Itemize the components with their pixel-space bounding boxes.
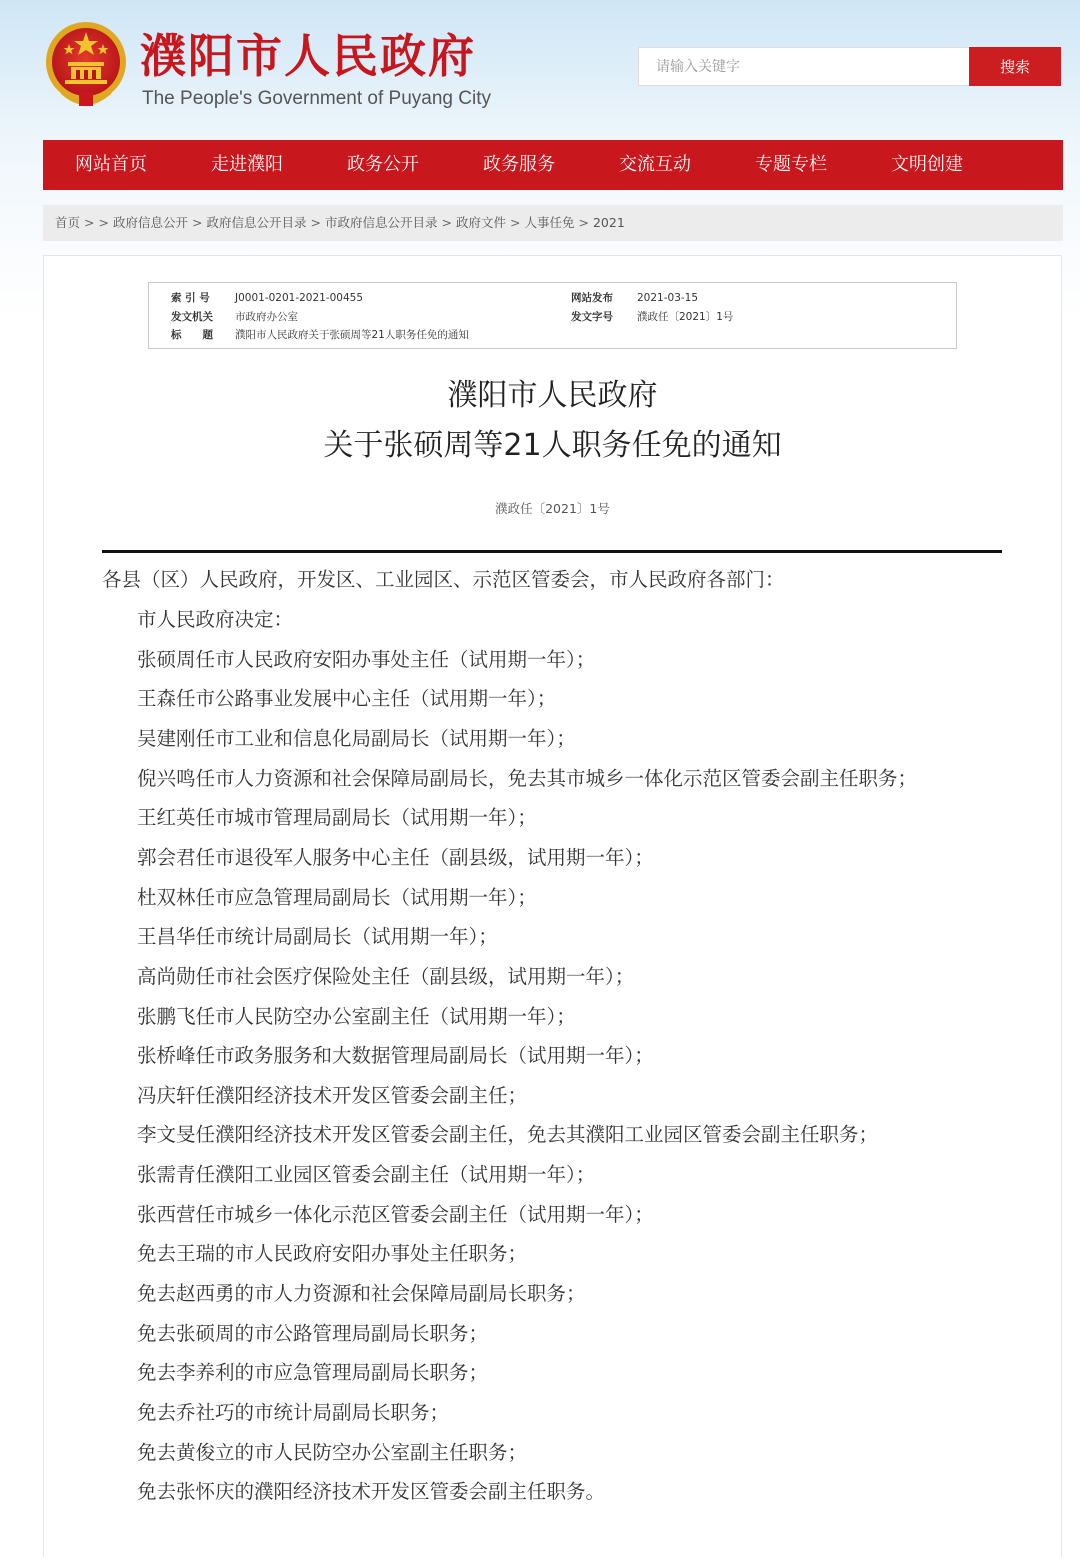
content-panel: [43, 255, 1062, 1557]
nav-item-home[interactable]: 网站首页: [75, 154, 147, 175]
breadcrumb-separator: >: [441, 215, 452, 230]
document-paragraph: 倪兴鸣任市人力资源和社会保障局副局长，免去其市城乡一体化示范区管委会副主任职务；: [137, 766, 918, 790]
document-paragraph: 张桥峰任市政务服务和大数据管理局副局长（试用期一年）；: [137, 1044, 654, 1068]
meta-title-label: 标 题: [171, 329, 213, 341]
site-subtitle: The People's Government of Puyang City: [142, 88, 491, 109]
document-paragraph: 高尚勋任市社会医疗保险处主任（副县级，试用期一年）；: [137, 964, 635, 988]
meta-index-label: 索 引 号: [171, 292, 210, 304]
breadcrumb-separator: >: [578, 215, 589, 230]
document-paragraph: 张需青任濮阳工业园区管委会副主任（试用期一年）；: [137, 1163, 596, 1187]
document-paragraph: 免去张硕周的市公路管理局副局长职务；: [137, 1321, 489, 1345]
document-paragraph: 王昌华任市统计局副局长（试用期一年）；: [137, 925, 498, 949]
breadcrumb-item[interactable]: 政府信息公开目录: [206, 215, 307, 230]
meta-title-value: 濮阳市人民政府关于张硕周等21人职务任免的通知: [235, 329, 469, 341]
meta-issuer-value: 市政府办公室: [235, 311, 298, 323]
document-number: 濮政任〔2021〕1号: [495, 501, 610, 516]
breadcrumb-item-current: 2021: [592, 215, 625, 230]
breadcrumb-separator: >: [310, 215, 321, 230]
breadcrumb-item[interactable]: 人事任免: [524, 215, 575, 230]
site-title: 濮阳市人民政府: [140, 29, 476, 83]
meta-docno-value: 濮政任〔2021〕1号: [637, 311, 734, 323]
document-salutation: 各县（区）人民政府，开发区、工业园区、示范区管委会，市人民政府各部门：: [102, 568, 785, 591]
nav-item-services[interactable]: 政务服务: [483, 154, 555, 175]
document-metadata: [148, 282, 957, 349]
document-paragraph: 王红英任市城市管理局副局长（试用期一年）；: [137, 806, 537, 830]
meta-docno-label: 发文字号: [571, 311, 613, 323]
breadcrumb-separator: >: [510, 215, 521, 230]
site-header: [0, 0, 1080, 140]
nav-item-about[interactable]: 走进濮阳: [211, 154, 283, 175]
document-paragraph: 李文旻任濮阳经济技术开发区管委会副主任，免去其濮阳工业园区管委会副主任职务；: [137, 1123, 879, 1147]
breadcrumb: [43, 205, 1063, 241]
document-paragraph: 王森任市公路事业发展中心主任（试用期一年）；: [137, 687, 557, 711]
meta-publish-label: 网站发布: [571, 292, 613, 304]
document-title-line2: 关于张硕周等21人职务任免的通知: [323, 428, 782, 463]
document-paragraph: 张西营任市城乡一体化示范区管委会副主任（试用期一年）；: [137, 1202, 654, 1226]
breadcrumb-separator: >: [192, 215, 203, 230]
document-paragraph: 免去黄俊立的市人民防空办公室副主任职务；: [137, 1440, 528, 1464]
nav-item-government-affairs[interactable]: 政务公开: [347, 154, 419, 175]
document-paragraph: 张鹏飞任市人民防空办公室副主任（试用期一年）；: [137, 1004, 576, 1028]
document-paragraph: 免去李养利的市应急管理局副局长职务；: [137, 1361, 489, 1385]
meta-index-value: J0001-0201-2021-00455: [235, 292, 364, 304]
national-emblem-icon: [43, 20, 129, 110]
breadcrumb-item[interactable]: 政府文件: [455, 215, 506, 230]
breadcrumb-item[interactable]: 政府信息公开: [112, 215, 188, 230]
document-paragraph: 市人民政府决定：: [137, 608, 294, 631]
breadcrumb-separator: >: [98, 215, 109, 230]
document-paragraph: 免去赵西勇的市人力资源和社会保障局副局长职务；: [137, 1282, 586, 1305]
document-paragraph: 免去王瑞的市人民政府安阳办事处主任职务；: [137, 1242, 528, 1266]
document-paragraph: 免去张怀庆的濮阳经济技术开发区管委会副主任职务。: [137, 1480, 606, 1504]
document-paragraph: 冯庆轩任濮阳经济技术开发区管委会副主任；: [137, 1083, 528, 1107]
nav-item-interaction[interactable]: 交流互动: [619, 154, 691, 175]
title-divider: [102, 550, 1002, 553]
search-input[interactable]: [638, 47, 970, 86]
document-paragraph: 张硕周任市人民政府安阳办事处主任（试用期一年）；: [137, 647, 596, 671]
meta-issuer-label: 发文机关: [171, 311, 213, 323]
nav-item-topics[interactable]: 专题专栏: [755, 154, 827, 175]
breadcrumb-item[interactable]: 首页: [55, 215, 81, 230]
breadcrumb-item[interactable]: 市政府信息公开目录: [324, 215, 438, 230]
document-paragraph: 杜双林任市应急管理局副局长（试用期一年）；: [137, 885, 537, 909]
meta-publish-value: 2021-03-15: [637, 292, 699, 304]
breadcrumb-separator: >: [84, 215, 95, 230]
document-title-line1: 濮阳市人民政府: [447, 378, 658, 413]
document-paragraph: 郭会君任市退役军人服务中心主任（副县级，试用期一年）；: [137, 845, 654, 869]
document-paragraph: 免去乔社巧的市统计局副局长职务；: [137, 1401, 450, 1424]
document-paragraph: 吴建刚任市工业和信息化局副局长（试用期一年）；: [137, 726, 576, 750]
nav-item-civilization[interactable]: 文明创建: [891, 154, 963, 175]
search-button[interactable]: 搜索: [969, 47, 1061, 86]
main-nav: [43, 140, 1063, 190]
